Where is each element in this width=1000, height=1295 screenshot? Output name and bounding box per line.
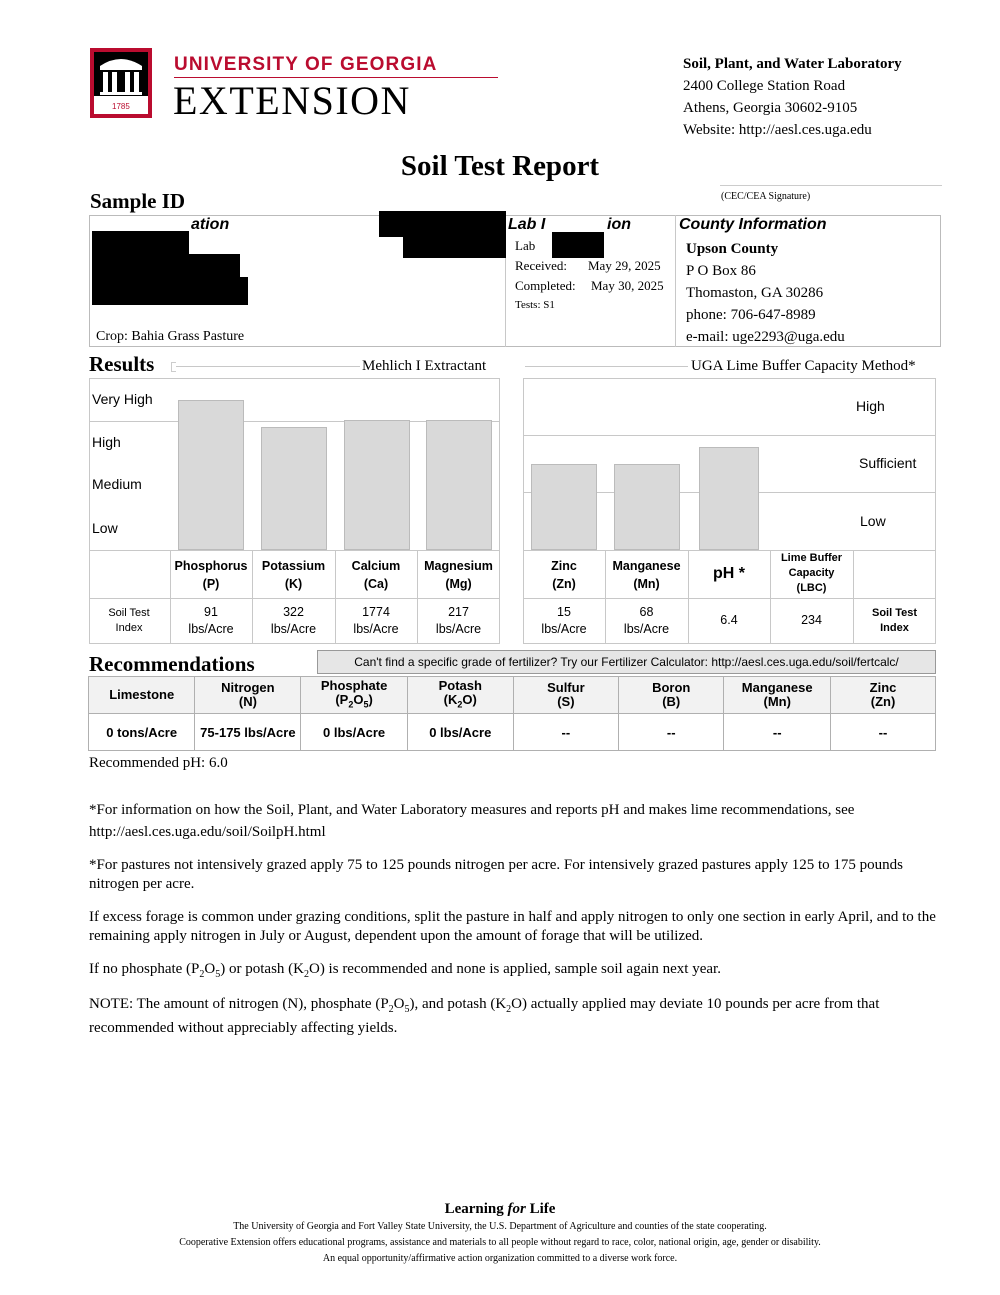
nutrient-symbol: (Zn) bbox=[552, 577, 576, 591]
note-excess-forage: If excess forage is common under grazing conditions, split the pasture in half and apply nitrogen to only one section in early April, and to the remaining apply nitrogen in July or August, dependent upon the amount of forage that will be utilized. bbox=[89, 909, 936, 944]
nutrient-name bbox=[170, 557, 252, 593]
lbc-label-line: Capacity bbox=[788, 567, 835, 579]
column-symbol: $(P_2O_5)$ bbox=[335, 691, 373, 710]
table-cell: -- bbox=[513, 714, 618, 751]
level-bar-magnesium bbox=[426, 420, 492, 550]
value-number: 68 bbox=[639, 605, 654, 619]
value-number: 1774 bbox=[362, 605, 390, 619]
county-email[interactable]: e-mail: uge2293@uga.edu bbox=[686, 329, 845, 345]
value-number: 322 bbox=[283, 605, 304, 619]
footer-line: An equal opportunity/affirmative action organization committed to a diverse work force. bbox=[322, 1253, 678, 1264]
table-cell: 0 lbs/Acre bbox=[407, 714, 513, 751]
county-name: Upson County bbox=[686, 241, 779, 257]
footer-line: The University of Georgia and Fort Valley State University, the U.S. Department of Agriculture and counties of the state cooperating. bbox=[233, 1221, 767, 1232]
table-cell: -- bbox=[831, 714, 936, 751]
level-label: Low bbox=[860, 513, 886, 529]
column-name: Potash bbox=[438, 677, 482, 693]
value-number: 217 bbox=[448, 605, 469, 619]
footer-lines bbox=[0, 1219, 1000, 1267]
results-rule bbox=[171, 362, 176, 372]
lab-website[interactable]: Website: http://aesl.ces.uga.edu bbox=[683, 122, 872, 138]
lbc-label-line: Lime Buffer bbox=[780, 552, 843, 564]
nutrient-name bbox=[417, 557, 500, 593]
note-text: O) actually applied may deviate 10 pounds per acre from that recommended without appreciably affecting yields. bbox=[89, 996, 880, 1036]
nutrient-name bbox=[523, 557, 605, 593]
nutrient-value bbox=[605, 604, 688, 638]
table-row bbox=[89, 714, 936, 751]
redacted-block bbox=[552, 232, 604, 258]
column-symbol: (N) bbox=[238, 694, 257, 709]
level-bar-zinc bbox=[531, 464, 597, 550]
tests-label: Tests: S1 bbox=[515, 299, 555, 311]
nutrient-label: Manganese bbox=[612, 559, 681, 573]
table-header-row bbox=[89, 677, 936, 714]
value-unit: lbs/Acre bbox=[188, 622, 234, 636]
logo-extension: EXTENSION bbox=[173, 78, 411, 123]
nutrient-symbol: (Mn) bbox=[633, 577, 660, 591]
lab-address-1: 2400 College Station Road bbox=[683, 78, 846, 94]
ph-value: 6.4 bbox=[720, 613, 738, 627]
level-label: Very High bbox=[92, 391, 153, 407]
lbc-label-line: (LBC) bbox=[796, 582, 827, 594]
table-cell: -- bbox=[724, 714, 831, 751]
nutrient-value bbox=[523, 604, 605, 638]
nutrient-value bbox=[335, 604, 417, 638]
level-label: High bbox=[92, 434, 121, 450]
level-bar-manganese bbox=[614, 464, 680, 550]
note-text: ) or potash (K bbox=[220, 961, 304, 977]
lab-number-label: Lab bbox=[515, 238, 536, 253]
column-symbol: (B) bbox=[662, 694, 681, 709]
completed-date: May 30, 2025 bbox=[591, 278, 664, 293]
value-unit: lbs/Acre bbox=[270, 622, 317, 636]
redacted-block bbox=[92, 277, 248, 305]
nutrient-value bbox=[252, 604, 335, 638]
column-name: Nitrogen bbox=[221, 680, 275, 695]
column-symbol: (S) bbox=[557, 694, 575, 709]
nutrient-symbol: (P) bbox=[202, 577, 220, 591]
column-header bbox=[831, 677, 936, 714]
column-name: Zinc bbox=[869, 680, 897, 695]
value-unit: lbs/Acre bbox=[541, 622, 587, 636]
county-phone: phone: 706-647-8989 bbox=[686, 307, 816, 323]
grid-line bbox=[523, 435, 936, 436]
note-pasture-nitrogen: *For pastures not intensively grazed apply 75 to 125 pounds nitrogen per acre. For intensively grazed pastures apply 125 to 175 pounds nitrogen per acre. bbox=[89, 857, 903, 892]
redacted-block bbox=[92, 231, 189, 255]
column-header bbox=[407, 677, 513, 714]
column-name: Boron bbox=[652, 680, 691, 695]
logo-university: UNIVERSITY OF GEORGIA bbox=[174, 54, 438, 75]
footer-tagline bbox=[0, 1201, 1000, 1218]
column-name: Manganese bbox=[741, 680, 813, 695]
value-unit: lbs/Acre bbox=[435, 622, 482, 636]
index-label-line: Soil Test bbox=[871, 607, 918, 619]
level-label: Medium bbox=[92, 476, 142, 492]
county-address-2: Thomaston, GA 30286 bbox=[686, 285, 824, 301]
lab-address-2: Athens, Georgia 30602-9105 bbox=[683, 100, 858, 116]
column-symbol: (Mn) bbox=[763, 694, 791, 709]
nutrient-label: Calcium bbox=[351, 559, 401, 573]
column-header bbox=[301, 677, 407, 714]
nutrient-name bbox=[252, 557, 335, 593]
fertilizer-calculator-note[interactable]: Can't find a specific grade of fertilizer? Try our Fertilizer Calculator: http://aesl.ces.uga.edu/soil/fertcalc/ bbox=[317, 650, 936, 674]
note-text: ), and potash (K bbox=[409, 996, 507, 1012]
nutrient-label: Zinc bbox=[551, 559, 577, 573]
nutrient-name bbox=[335, 557, 417, 593]
recommended-ph: Recommended pH: 6.0 bbox=[89, 755, 228, 771]
ph-label: pH * bbox=[713, 565, 745, 582]
info-divider-2 bbox=[675, 215, 676, 347]
level-label: Low bbox=[92, 520, 118, 536]
level-label: High bbox=[856, 398, 885, 414]
grower-heading: ation bbox=[191, 216, 230, 233]
value-unit: lbs/Acre bbox=[353, 622, 399, 636]
lab-info bbox=[683, 53, 902, 141]
county-address-1: P O Box 86 bbox=[686, 263, 756, 279]
note-deviation: NOTE: The amount of nitrogen (N), phosphate $(P_2O_5)$, and potash $(K_2O)$ actually applied may deviate 10 pounds per acre from that recommended without appreciably affecting yields. bbox=[89, 996, 880, 1036]
signature-line bbox=[720, 185, 942, 186]
redacted-block bbox=[379, 211, 506, 237]
table-cell: 75-175 lbs/Acre bbox=[195, 714, 301, 751]
nutrient-label: Magnesium bbox=[424, 559, 493, 573]
redacted-block bbox=[403, 236, 506, 258]
level-bar-potassium bbox=[261, 427, 327, 550]
crop-label: Crop: Bahia Grass Pasture bbox=[96, 329, 245, 344]
nutrient-label: Phosphorus bbox=[174, 559, 248, 573]
tagline-text: Life bbox=[525, 1201, 556, 1217]
note-text: O bbox=[393, 996, 405, 1012]
tagline-text: for bbox=[507, 1201, 526, 1217]
column-header bbox=[89, 677, 195, 714]
level-bar-ph bbox=[699, 447, 759, 550]
sample-id-label: Sample ID bbox=[90, 189, 186, 213]
nutrient-symbol: (Ca) bbox=[363, 577, 389, 591]
note-ph-info: *For information on how the Soil, Plant, and Water Laboratory measures and reports pH and makes lime recommendations, see http://aesl.ces.uga.edu/soil/SoilpH.html bbox=[89, 802, 855, 840]
logo-year: 1785 bbox=[112, 102, 130, 111]
value-number: 15 bbox=[557, 605, 571, 619]
tagline-text: Learning bbox=[444, 1201, 508, 1217]
table-cell: 0 lbs/Acre bbox=[301, 714, 407, 751]
column-header bbox=[195, 677, 301, 714]
value-number: 91 bbox=[204, 605, 218, 619]
value-unit: lbs/Acre bbox=[623, 622, 670, 636]
results-rule bbox=[176, 366, 360, 367]
mehlich-label: Mehlich I Extractant bbox=[362, 358, 487, 374]
grid-line bbox=[523, 550, 936, 551]
received-date: May 29, 2025 bbox=[588, 258, 661, 273]
grid-line bbox=[89, 550, 500, 551]
redacted-block bbox=[92, 254, 240, 278]
county-details bbox=[686, 238, 845, 348]
grid-line bbox=[523, 598, 936, 599]
table-cell: 0 tons/Acre bbox=[89, 714, 195, 751]
lab-info-heading-b: ion bbox=[607, 216, 631, 233]
column-header bbox=[513, 677, 618, 714]
note-text: NOTE: The amount of nitrogen (N), phosphate (P bbox=[89, 996, 389, 1012]
signature-label: (CEC/CEA Signature) bbox=[721, 191, 811, 202]
footer-line: Cooperative Extension offers educational programs, assistance and materials to all people without regard to race, color, national origin, age, gender or disability. bbox=[179, 1237, 821, 1248]
results-rule bbox=[525, 366, 688, 367]
lbc-value: 234 bbox=[801, 613, 822, 627]
table-cell: -- bbox=[619, 714, 724, 751]
column-header bbox=[619, 677, 724, 714]
level-label: Sufficient bbox=[859, 455, 917, 471]
results-heading: Results bbox=[89, 352, 155, 376]
soil-test-index-label: Soil Test Index bbox=[108, 607, 150, 634]
received-label: Received: bbox=[515, 258, 567, 273]
nutrient-name bbox=[605, 557, 688, 593]
column-symbol: $(K_2O)$ bbox=[443, 691, 477, 710]
recommendations-heading: Recommendations bbox=[89, 652, 255, 676]
note-resample: If no phosphate $(P_2O_5)$ or potash $(K_2O)$ is recommended and none is applied, sample soil again next year. bbox=[89, 961, 721, 980]
recommendations-table bbox=[88, 676, 936, 751]
grid-line bbox=[89, 598, 500, 599]
nutrient-value bbox=[417, 604, 500, 638]
column-name: Phosphate bbox=[320, 677, 388, 693]
nutrient-symbol: (K) bbox=[284, 577, 303, 591]
lab-info-heading-a: Lab I bbox=[508, 216, 546, 233]
lbc-label bbox=[770, 551, 853, 596]
nutrient-symbol: (Mg) bbox=[445, 577, 472, 591]
county-heading: County Information bbox=[679, 216, 827, 233]
nutrient-value bbox=[170, 604, 252, 638]
soil-test-index-label-right bbox=[853, 606, 936, 636]
lab-name: Soil, Plant, and Water Laboratory bbox=[683, 56, 902, 72]
column-symbol: (Zn) bbox=[870, 694, 896, 709]
lbc-method-label: UGA Lime Buffer Capacity Method* bbox=[691, 358, 916, 374]
nutrient-label: Potassium bbox=[261, 559, 326, 573]
note-text: If no phosphate (P bbox=[89, 961, 200, 977]
note-text: O bbox=[204, 961, 216, 977]
report-title: Soil Test Report bbox=[400, 150, 600, 182]
completed-label: Completed: bbox=[515, 278, 576, 293]
column-name: Limestone bbox=[109, 687, 175, 702]
level-bar-phosphorus bbox=[178, 400, 244, 550]
level-bar-calcium bbox=[344, 420, 410, 550]
column-name: Sulfur bbox=[547, 680, 585, 695]
note-text: O) is recommended and none is applied, sample soil again next year. bbox=[308, 961, 721, 977]
index-label-line: Index bbox=[880, 622, 909, 634]
column-header bbox=[724, 677, 831, 714]
